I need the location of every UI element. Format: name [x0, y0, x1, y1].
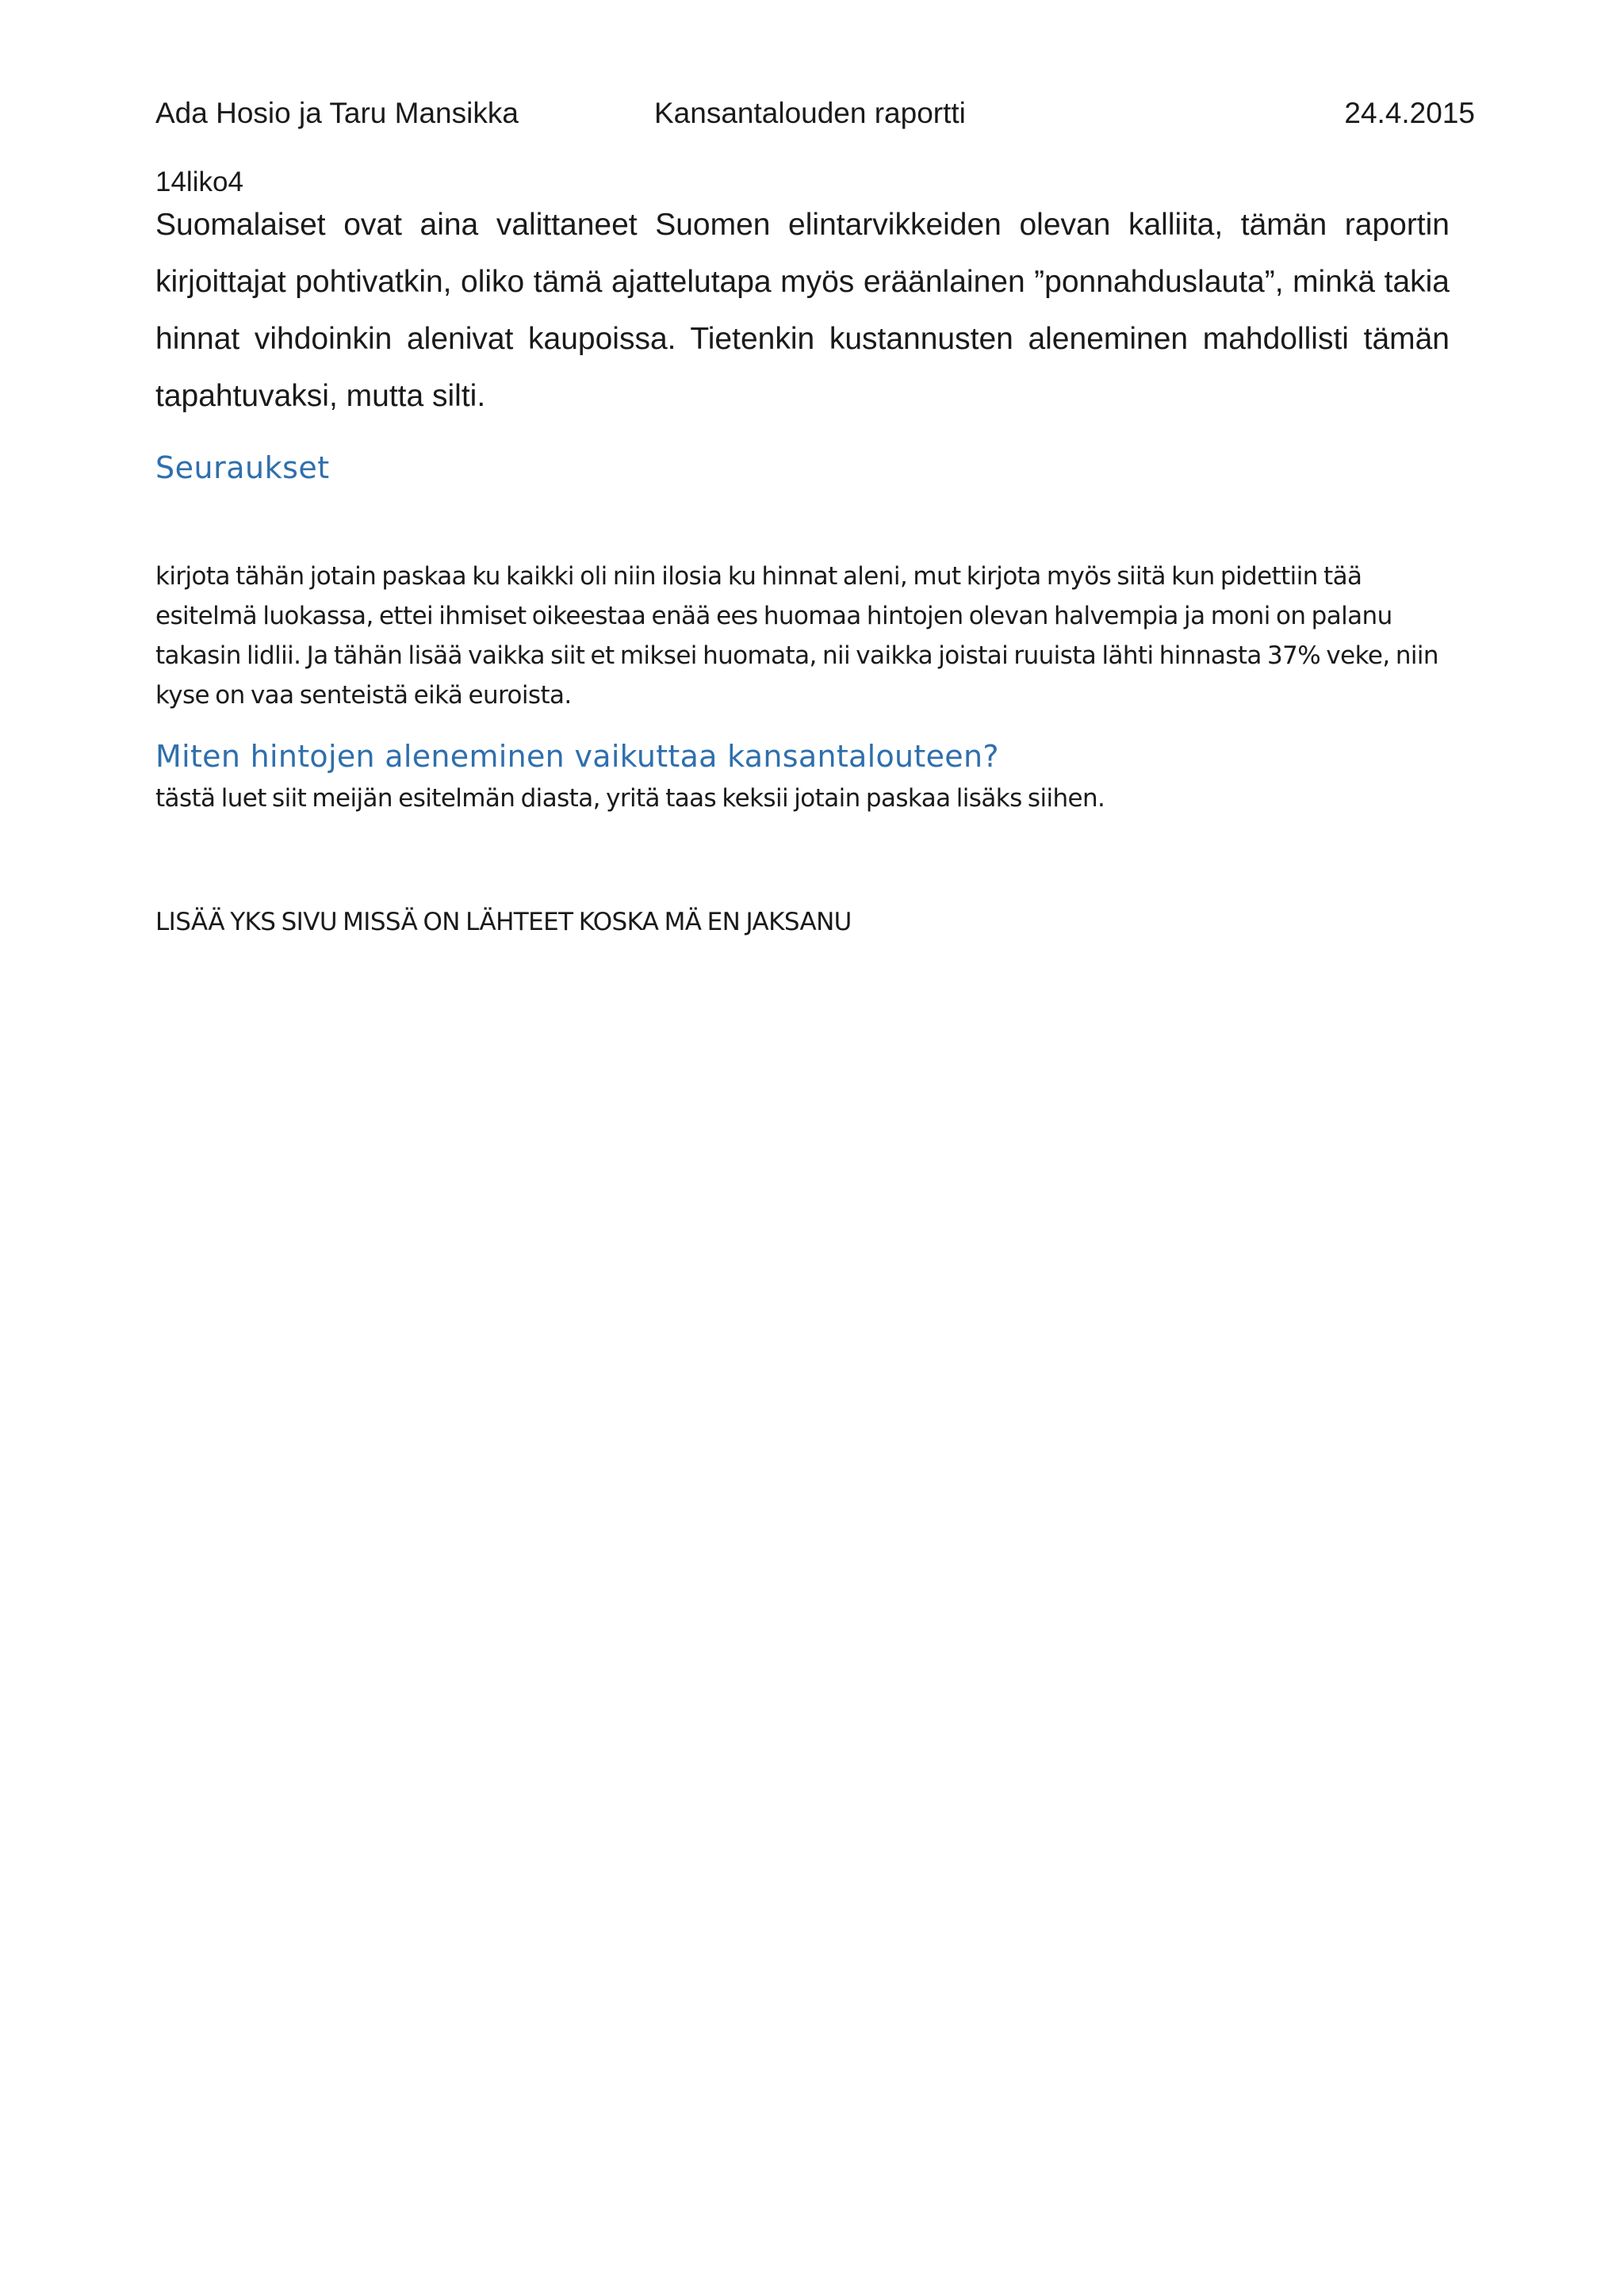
section-text-seuraukset: kirjota tähän jotain paskaa ku kaikki oli niin ilosia ku hinnat aleni, mut kirjota myös siitä kun pidettiin tää esitelmä luokassa, ettei ihmiset oikeestaa enää ees huomaa hintojen olevan halvempia ja moni on palanu takasin lidlii. Ja tähän lisää vaikka siit et miksei huomata, nii vaikka joistai ruuista lähti hinnasta 37% veke, niin kyse on vaa senteistä eikä euroista.: [155, 562, 1438, 710]
page-header: [155, 94, 1475, 133]
header-date: 24.4.2015: [1344, 97, 1475, 129]
footer-note: LISÄÄ YKS SIVU MISSÄ ON LÄHTEET KOSKA MÄ EN JAKSANU: [155, 908, 852, 936]
section-heading-seuraukset: Seuraukset: [155, 450, 330, 485]
section-text-effects: tästä luet siit meijän esitelmän diasta, yritä taas keksii jotain paskaa lisäks siihen.: [155, 784, 1105, 813]
intro-paragraph: Suomalaiset ovat aina valittaneet Suomen elintarvikkeiden olevan kalliita, tämän raportin kirjoittajat pohtivatkin, oliko tämä ajattelutapa myös eräänlainen ”ponnahduslauta”, minkä takia hinnat vihdoinkin alenivat kaupoissa. Tietenkin kustannusten aleneminen mahdollisti tämän tapahtuvaksi, mutta silti.: [155, 208, 1450, 413]
header-title: Kansantalouden raportti: [654, 97, 966, 129]
header-authors: Ada Hosio ja Taru Mansikka: [155, 97, 519, 129]
section-heading-effects: Miten hintojen aleneminen vaikuttaa kansantalouteen?: [155, 739, 999, 774]
class-code: 14liko4: [155, 166, 243, 197]
